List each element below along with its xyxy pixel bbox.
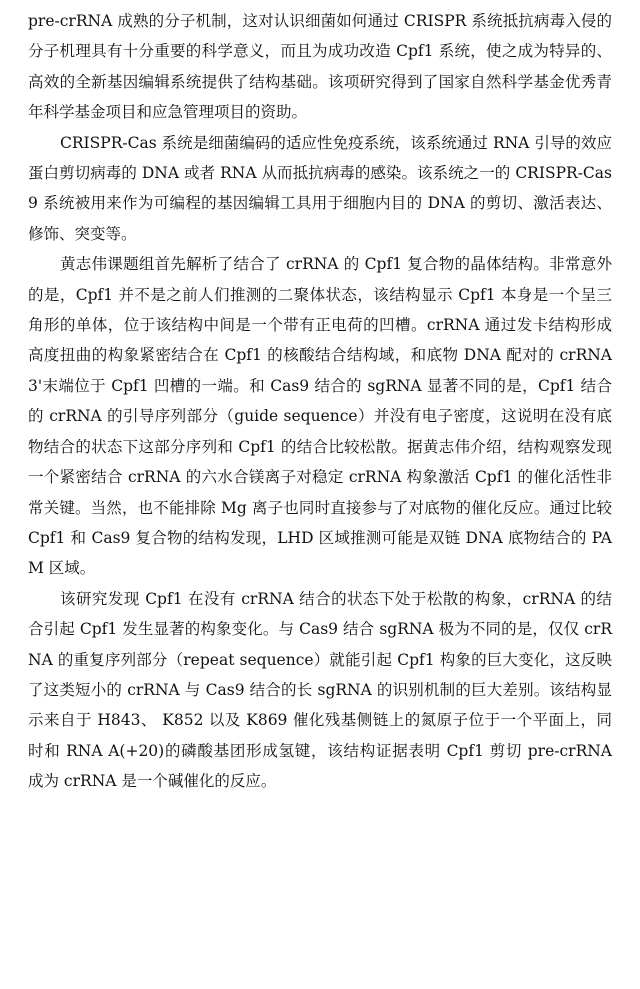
document-body [28, 6, 612, 797]
paragraph-cpf1-crystal-structure: 黄志伟课题组首先解析了结合了 crRNA 的 Cpf1 复合物的晶体结构。非常意外的是，Cpf1 并不是之前人们推测的二聚体状态，该结构显示 Cpf1 本身是一个呈三角形的单体，位于该结构中间是一个带有正电荷的凹槽。crRNA 通过发卡结构形成高度扭曲的构象紧密结合在 Cpf1 的核酸结合结构域，和底物 DNA 配对的 crRNA 3'末端位于 Cpf1 凹槽的一端。和 Cas9 结合的 sgRNA 显著不同的是，Cpf1 结合的 crRNA 的引导序列部分（guide sequence）并没有电子密度，这说明在没有底物结合的状态下这部分序列和 Cpf1 的结合比较松散。据黄志伟介绍，结构观察发现一个紧密结合 crRNA 的六水合镁离子对稳定 crRNA 构象激活 Cpf1 的催化活性非常关键。当然，也不能排除 Mg 离子也同时直接参与了对底物的催化反应。通过比较 Cpf1 和 Cas9 复合物的结构发现，LHD 区域推测可能是双链 DNA 底物结合的 PAM 区域。 [28, 255, 612, 578]
paragraph-cpf1-conformation: 该研究发现 Cpf1 在没有 crRNA 结合的状态下处于松散的构象，crRNA 的结合引起 Cpf1 发生显著的构象变化。与 Cas9 结合 sgRNA 极为不同的是，仅仅 crRNA 的重复序列部分（repeat sequence）就能引起 Cpf1 构象的巨大变化，这反映了这类短小的 crRNA 与 Cas9 结合的长 sgRNA 的识别机制的巨大差别。该结构显示来自于 H843、 K852 以及 K869 催化残基侧链上的氮原子位于一个平面上，同时和 RNA A(+20)的磷酸基团形成氢键，该结构证据表明 Cpf1 剪切 pre-crRNA 成为 crRNA 是一个碱催化的反应。 [28, 589, 612, 791]
paragraph-crispr-cas-overview: CRISPR-Cas 系统是细菌编码的适应性免疫系统，该系统通过 RNA 引导的效应蛋白剪切病毒的 DNA 或者 RNA 从而抵抗病毒的感染。该系统之一的 CRISPR-Cas9 系统被用来作为可编程的基因编辑工具用于细胞内目的 DNA 的剪切、激活表达、修饰、突变等。 [28, 133, 612, 243]
paragraph-crispr-significance: pre-crRNA 成熟的分子机制，这对认识细菌如何通过 CRISPR 系统抵抗病毒入侵的分子机理具有十分重要的科学意义，而且为成功改造 Cpf1 系统，使之成为特异的、高效的全新基因编辑系统提供了结构基础。该项研究得到了国家自然科学基金优秀青年科学基金项目和应急管理项目的资助。 [28, 12, 612, 122]
